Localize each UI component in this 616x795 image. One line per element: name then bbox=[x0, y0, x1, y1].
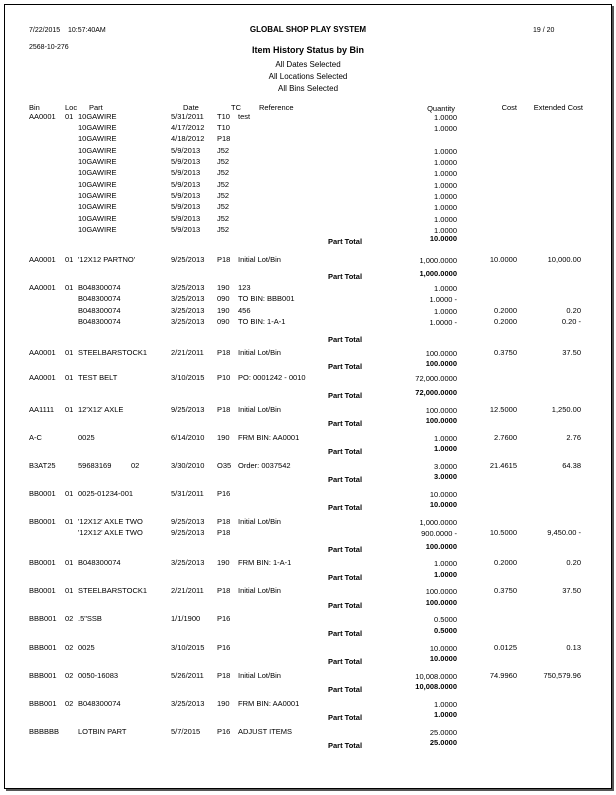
cell-extended-cost: 37.50 bbox=[562, 348, 581, 357]
cell-tc: P10 bbox=[217, 373, 231, 382]
cell-extended-cost: 0.20 bbox=[566, 306, 581, 315]
cell-tc: P18 bbox=[217, 586, 231, 595]
cell-extended-cost: 2.76 bbox=[566, 433, 581, 442]
cell-quantity: 1.0000 bbox=[434, 559, 457, 568]
part-total-label: Part Total bbox=[328, 237, 363, 246]
cell-part: 10GAWIRE bbox=[78, 191, 117, 200]
col-loc: Loc bbox=[65, 103, 78, 112]
cell-quantity: 1.0000 bbox=[434, 203, 457, 212]
cell-quantity: 0.5000 bbox=[434, 615, 457, 624]
part-total-value: 100.0000 bbox=[425, 598, 457, 607]
cell-tc: P18 bbox=[217, 671, 231, 680]
cell-date: 3/10/2015 bbox=[171, 373, 205, 382]
cell-part: 0025 bbox=[78, 433, 95, 442]
cell-tc: P18 bbox=[217, 528, 231, 537]
cell-quantity: 72,000.0000 bbox=[415, 374, 457, 383]
cell-quantity: 10,008.0000 bbox=[415, 672, 457, 681]
col-reference: Reference bbox=[259, 103, 294, 112]
cell-bin: B3AT25 bbox=[29, 461, 56, 470]
col-tc: TC bbox=[231, 103, 241, 112]
cell-quantity: 900.0000 - bbox=[421, 529, 457, 538]
cell-bin: BBB001 bbox=[29, 643, 57, 652]
cell-loc: 01 bbox=[65, 255, 74, 264]
cell-part: 10GAWIRE bbox=[78, 134, 117, 143]
cell-extended-cost: 10,000.00 bbox=[547, 255, 581, 264]
cell-part: B048300074 bbox=[78, 306, 121, 315]
cell-tc: P18 bbox=[217, 134, 231, 143]
cell-reference: 123 bbox=[238, 283, 251, 292]
cell-loc: 01 bbox=[65, 283, 74, 292]
cell-part: 10GAWIRE bbox=[78, 202, 117, 211]
cell-date: 5/9/2013 bbox=[171, 202, 201, 211]
cell-tc: P16 bbox=[217, 489, 231, 498]
cell-loc: 01 bbox=[65, 405, 74, 414]
cell-loc: 02 bbox=[65, 671, 74, 680]
report-id: 2568-10-276 bbox=[29, 44, 69, 51]
cell-part: '12X12' AXLE TWO bbox=[78, 517, 143, 526]
part-total-value: 100.0000 bbox=[425, 542, 457, 551]
col-cost: Cost bbox=[501, 103, 517, 112]
cell-date: 4/18/2012 bbox=[171, 134, 205, 143]
cell-loc: 01 bbox=[65, 348, 74, 357]
cell-tc: 190 bbox=[217, 558, 230, 567]
cell-tc: J52 bbox=[217, 191, 230, 200]
cell-loc: 02 bbox=[65, 614, 74, 623]
cell-part: B048300074 bbox=[78, 699, 121, 708]
page-number: 19 / 20 bbox=[533, 27, 555, 34]
cell-part: 0050-16083 bbox=[78, 671, 119, 680]
cell-tc: 190 bbox=[217, 433, 230, 442]
cell-quantity: 1.0000 bbox=[434, 169, 457, 178]
cell-tc: T10 bbox=[217, 112, 230, 121]
cell-quantity: 10.0000 bbox=[429, 490, 457, 499]
cell-tc: 090 bbox=[217, 294, 230, 303]
cell-quantity: 25.0000 bbox=[429, 728, 457, 737]
cell-date: 5/9/2013 bbox=[171, 146, 201, 155]
cell-date: 5/9/2013 bbox=[171, 225, 201, 234]
report-title: Item History Status by Bin bbox=[251, 45, 365, 55]
cell-cost: 0.2000 bbox=[494, 317, 517, 326]
cell-tc: P18 bbox=[217, 405, 231, 414]
cell-quantity: 100.0000 bbox=[425, 406, 457, 415]
cell-loc: 01 bbox=[65, 112, 74, 121]
cell-date: 9/25/2013 bbox=[171, 517, 205, 526]
cell-tc: O35 bbox=[217, 461, 232, 470]
part-total-value: 1.0000 bbox=[434, 710, 457, 719]
part-total-value: 0.5000 bbox=[434, 626, 457, 635]
cell-date: 5/9/2013 bbox=[171, 191, 201, 200]
cell-cost: 0.2000 bbox=[494, 306, 517, 315]
cell-part: B048300074 bbox=[78, 283, 121, 292]
cell-reference: Order: 0037542 bbox=[238, 461, 291, 470]
part-total-value: 1.0000 bbox=[434, 570, 457, 579]
col-part: Part bbox=[89, 103, 103, 112]
cell-quantity: 3.0000 bbox=[434, 462, 457, 471]
cell-quantity: 1.0000 bbox=[434, 124, 457, 133]
cell-reference: FRM BIN: AA0001 bbox=[238, 433, 300, 442]
part-total-label: Part Total bbox=[328, 419, 363, 428]
cell-tc: J52 bbox=[217, 225, 230, 234]
part-total-value: 10.0000 bbox=[429, 234, 457, 243]
part-total-label: Part Total bbox=[328, 741, 363, 750]
cell-part: '12X12 PARTNO' bbox=[78, 255, 136, 264]
cell-part: STEELBARSTOCK1 bbox=[78, 348, 148, 357]
filter-bins: All Bins Selected bbox=[277, 84, 339, 93]
cell-quantity: 10.0000 bbox=[429, 644, 457, 653]
col-bin: Bin bbox=[29, 103, 40, 112]
part-total-label: Part Total bbox=[328, 503, 363, 512]
part-total-label: Part Total bbox=[328, 335, 363, 344]
cell-part: TEST BELT bbox=[78, 373, 118, 382]
cell-tc: P18 bbox=[217, 255, 231, 264]
part-total-label: Part Total bbox=[328, 713, 363, 722]
cell-loc: 02 bbox=[65, 699, 74, 708]
cell-cost: 10.5000 bbox=[489, 528, 517, 537]
part-total-value: 10.0000 bbox=[429, 654, 457, 663]
cell-bin: A-C bbox=[29, 433, 42, 442]
cell-tc: 190 bbox=[217, 306, 230, 315]
cell-reference: FRM BIN: AA0001 bbox=[238, 699, 300, 708]
cell-date: 3/10/2015 bbox=[171, 643, 205, 652]
cell-bin: BB0001 bbox=[29, 558, 56, 567]
cell-bin: BBB001 bbox=[29, 671, 57, 680]
cell-reference: Initial Lot/Bin bbox=[238, 255, 281, 264]
cell-date: 1/1/1900 bbox=[171, 614, 201, 623]
cell-date: 4/17/2012 bbox=[171, 123, 205, 132]
part-total-label: Part Total bbox=[328, 657, 363, 666]
cell-bin: BB0001 bbox=[29, 586, 56, 595]
cell-part: 0025 bbox=[78, 643, 95, 652]
cell-reference: Initial Lot/Bin bbox=[238, 405, 281, 414]
part-total-label: Part Total bbox=[328, 391, 363, 400]
cell-loc: 01 bbox=[65, 517, 74, 526]
cell-part: 12'X12' AXLE bbox=[78, 405, 124, 414]
filter-dates: All Dates Selected bbox=[275, 60, 341, 69]
cell-part: B048300074 bbox=[78, 558, 121, 567]
part-total-label: Part Total bbox=[328, 573, 363, 582]
cell-part: .5"SSB bbox=[78, 614, 102, 623]
print-date: 7/22/2015 bbox=[29, 27, 61, 34]
cell-tc: 090 bbox=[217, 317, 230, 326]
cell-date: 5/31/2011 bbox=[171, 112, 204, 121]
part-total-label: Part Total bbox=[328, 475, 363, 484]
cell-extended-cost: 1,250.00 bbox=[551, 405, 581, 414]
cell-part: B048300074 bbox=[78, 317, 121, 326]
col-quantity: Quantity bbox=[427, 104, 455, 113]
cell-bin: AA0001 bbox=[29, 112, 56, 121]
cell-quantity: 1.0000 bbox=[434, 226, 457, 235]
cell-quantity: 1.0000 bbox=[434, 192, 457, 201]
part-total-value: 3.0000 bbox=[434, 472, 457, 481]
cell-reference: ADJUST ITEMS bbox=[238, 727, 293, 736]
cell-part: 0025-01234-001 bbox=[78, 489, 134, 498]
cell-extra: 02 bbox=[131, 461, 140, 470]
col-extended-cost: Extended Cost bbox=[533, 103, 583, 112]
cell-quantity: 1.0000 bbox=[434, 700, 457, 709]
cell-part: 10GAWIRE bbox=[78, 225, 117, 234]
cell-bin: BBBBBB bbox=[29, 727, 60, 736]
cell-bin: AA0001 bbox=[29, 255, 56, 264]
part-total-value: 10,008.0000 bbox=[415, 682, 457, 691]
cell-reference: Initial Lot/Bin bbox=[238, 671, 281, 680]
cell-extended-cost: 750,579.96 bbox=[543, 671, 581, 680]
cell-bin: BB0001 bbox=[29, 489, 56, 498]
cell-bin: AA1111 bbox=[29, 405, 55, 414]
cell-quantity: 1,000.0000 bbox=[419, 256, 457, 265]
cell-cost: 10.0000 bbox=[489, 255, 517, 264]
cell-cost: 0.3750 bbox=[494, 348, 517, 357]
part-total-value: 100.0000 bbox=[425, 416, 457, 425]
part-total-value: 10.0000 bbox=[429, 500, 457, 509]
part-total-label: Part Total bbox=[328, 685, 363, 694]
part-total-label: Part Total bbox=[328, 272, 363, 281]
part-total-value: 25.0000 bbox=[429, 738, 457, 747]
cell-date: 2/21/2011 bbox=[171, 586, 204, 595]
cell-tc: P18 bbox=[217, 348, 231, 357]
cell-date: 3/25/2013 bbox=[171, 699, 205, 708]
cell-reference: Initial Lot/Bin bbox=[238, 517, 281, 526]
cell-reference: Initial Lot/Bin bbox=[238, 586, 281, 595]
part-total-label: Part Total bbox=[328, 447, 363, 456]
cell-date: 3/30/2010 bbox=[171, 461, 205, 470]
cell-date: 2/21/2011 bbox=[171, 348, 204, 357]
part-total-value: 1,000.0000 bbox=[419, 269, 457, 278]
cell-tc: T10 bbox=[217, 123, 230, 132]
part-total-label: Part Total bbox=[328, 362, 363, 371]
cell-quantity: 1.0000 bbox=[434, 181, 457, 190]
cell-quantity: 100.0000 bbox=[425, 349, 457, 358]
cell-tc: P18 bbox=[217, 517, 231, 526]
cell-quantity: 1,000.0000 bbox=[419, 518, 457, 527]
col-date: Date bbox=[183, 103, 199, 112]
part-total-label: Part Total bbox=[328, 545, 363, 554]
cell-cost: 74.9960 bbox=[489, 671, 517, 680]
cell-date: 3/25/2013 bbox=[171, 294, 205, 303]
cell-reference: TO BIN: 1-A-1 bbox=[238, 317, 286, 326]
cell-quantity: 1.0000 bbox=[434, 284, 457, 293]
cell-part: 10GAWIRE bbox=[78, 157, 117, 166]
cell-part: 10GAWIRE bbox=[78, 123, 117, 132]
cell-reference: PO: 0001242 - 0010 bbox=[238, 373, 306, 382]
cell-quantity: 1.0000 bbox=[434, 113, 457, 122]
cell-bin: BB0001 bbox=[29, 517, 56, 526]
cell-tc: J52 bbox=[217, 202, 230, 211]
cell-part: 10GAWIRE bbox=[78, 146, 117, 155]
cell-reference: test bbox=[238, 112, 251, 121]
cell-bin: AA0001 bbox=[29, 283, 56, 292]
cell-part: 10GAWIRE bbox=[78, 214, 117, 223]
cell-date: 5/26/2011 bbox=[171, 671, 204, 680]
cell-reference: TO BIN: BBB001 bbox=[238, 294, 295, 303]
cell-extended-cost: 0.20 bbox=[566, 558, 581, 567]
cell-extended-cost: 37.50 bbox=[562, 586, 581, 595]
cell-date: 3/25/2013 bbox=[171, 283, 205, 292]
cell-loc: 01 bbox=[65, 489, 74, 498]
cell-date: 5/9/2013 bbox=[171, 157, 201, 166]
cell-tc: J52 bbox=[217, 146, 230, 155]
cell-cost: 0.0125 bbox=[494, 643, 517, 652]
cell-part: 10GAWIRE bbox=[78, 168, 117, 177]
cell-date: 3/25/2013 bbox=[171, 306, 205, 315]
cell-extended-cost: 64.38 bbox=[562, 461, 581, 470]
cell-part: STEELBARSTOCK1 bbox=[78, 586, 148, 595]
part-total-value: 100.0000 bbox=[425, 359, 457, 368]
cell-tc: J52 bbox=[217, 180, 230, 189]
cell-quantity: 1.0000 bbox=[434, 158, 457, 167]
cell-bin: BBB001 bbox=[29, 699, 57, 708]
cell-cost: 21.4615 bbox=[489, 461, 517, 470]
cell-date: 9/25/2013 bbox=[171, 528, 205, 537]
part-total-label: Part Total bbox=[328, 601, 363, 610]
cell-quantity: 1.0000 - bbox=[429, 295, 457, 304]
cell-extended-cost: 9,450.00 - bbox=[547, 528, 581, 537]
cell-cost: 12.5000 bbox=[489, 405, 517, 414]
cell-part: LOTBIN PART bbox=[78, 727, 127, 736]
cell-date: 5/9/2013 bbox=[171, 214, 201, 223]
cell-bin: AA0001 bbox=[29, 373, 56, 382]
print-time: 10:57:40AM bbox=[68, 27, 106, 34]
cell-part: 59683169 bbox=[78, 461, 112, 470]
part-total-value: 72,000.0000 bbox=[415, 388, 457, 397]
cell-cost: 2.7600 bbox=[494, 433, 517, 442]
cell-quantity: 1.0000 bbox=[434, 215, 457, 224]
system-name: GLOBAL SHOP PLAY SYSTEM bbox=[249, 25, 367, 34]
part-total-label: Part Total bbox=[328, 629, 363, 638]
cell-date: 6/14/2010 bbox=[171, 433, 205, 442]
cell-date: 3/25/2013 bbox=[171, 317, 205, 326]
cell-bin: BBB001 bbox=[29, 614, 57, 623]
cell-quantity: 1.0000 bbox=[434, 434, 457, 443]
cell-tc: P16 bbox=[217, 643, 231, 652]
cell-loc: 01 bbox=[65, 558, 74, 567]
cell-tc: 190 bbox=[217, 699, 230, 708]
cell-part: 10GAWIRE bbox=[78, 180, 117, 189]
cell-loc: 01 bbox=[65, 373, 74, 382]
cell-part: B048300074 bbox=[78, 294, 121, 303]
cell-part: '12X12' AXLE TWO bbox=[78, 528, 143, 537]
cell-date: 9/25/2013 bbox=[171, 255, 205, 264]
cell-tc: J52 bbox=[217, 214, 230, 223]
cell-quantity: 1.0000 - bbox=[429, 318, 457, 327]
cell-loc: 01 bbox=[65, 586, 74, 595]
cell-quantity: 100.0000 bbox=[425, 587, 457, 596]
cell-tc: J52 bbox=[217, 157, 230, 166]
cell-extended-cost: 0.20 - bbox=[561, 317, 581, 326]
cell-date: 5/9/2013 bbox=[171, 168, 201, 177]
cell-loc: 02 bbox=[65, 643, 74, 652]
cell-quantity: 1.0000 bbox=[434, 307, 457, 316]
cell-bin: AA0001 bbox=[29, 348, 56, 357]
cell-tc: P16 bbox=[217, 727, 231, 736]
cell-date: 5/7/2015 bbox=[171, 727, 201, 736]
cell-tc: J52 bbox=[217, 168, 230, 177]
cell-tc: 190 bbox=[217, 283, 230, 292]
cell-date: 5/31/2011 bbox=[171, 489, 204, 498]
filter-locations: All Locations Selected bbox=[268, 72, 348, 81]
cell-cost: 0.3750 bbox=[494, 586, 517, 595]
cell-date: 5/9/2013 bbox=[171, 180, 201, 189]
cell-reference: FRM BIN: 1-A-1 bbox=[238, 558, 292, 567]
cell-date: 9/25/2013 bbox=[171, 405, 205, 414]
cell-reference: Initial Lot/Bin bbox=[238, 348, 281, 357]
cell-tc: P16 bbox=[217, 614, 231, 623]
part-total-value: 1.0000 bbox=[434, 444, 457, 453]
cell-reference: 456 bbox=[238, 306, 251, 315]
cell-quantity: 1.0000 bbox=[434, 147, 457, 156]
cell-extended-cost: 0.13 bbox=[566, 643, 581, 652]
report-page bbox=[4, 4, 612, 789]
cell-part: 10GAWIRE bbox=[78, 112, 117, 121]
cell-date: 3/25/2013 bbox=[171, 558, 205, 567]
cell-cost: 0.2000 bbox=[494, 558, 517, 567]
